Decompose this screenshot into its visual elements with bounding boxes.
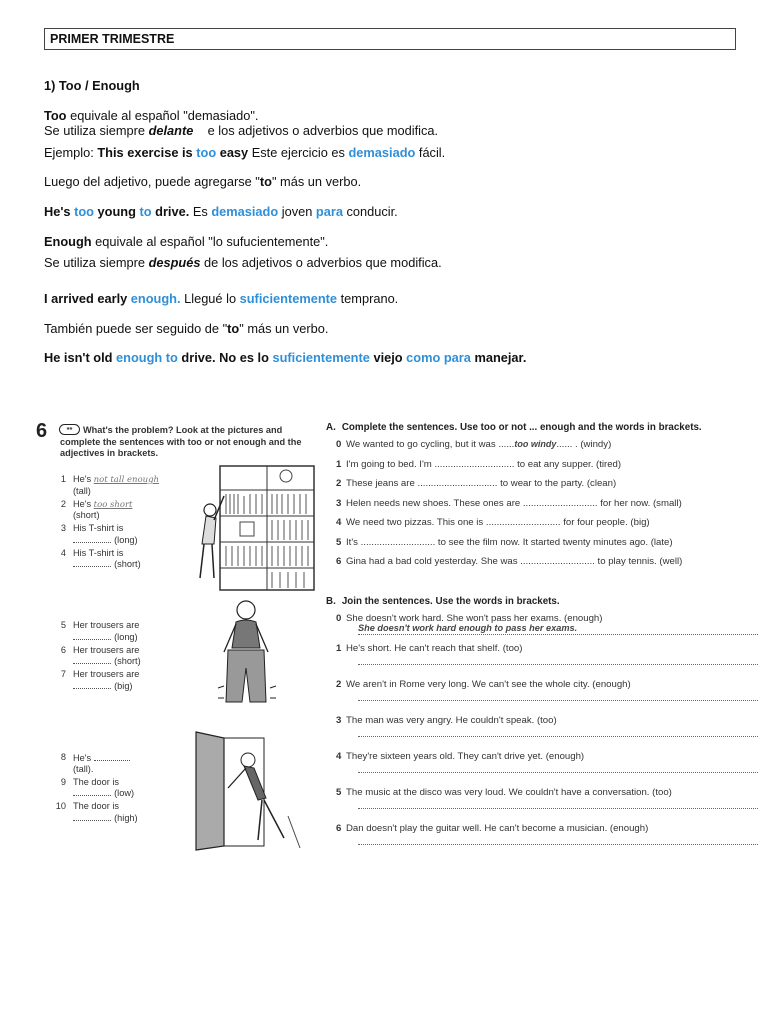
bookshelf-illustration (180, 464, 316, 596)
list-item: 6 Her trousers are . (short) (60, 644, 141, 666)
answer-line[interactable] (358, 834, 758, 845)
section-b-heading: B. Join the sentences. Use the words in brackets. (326, 596, 560, 607)
picture-items-group-3 (52, 752, 173, 826)
picture-items-group-1 (52, 474, 173, 572)
exercise-number: 6 (36, 420, 48, 442)
list-item: 3 The man was very angry. He couldn't speak. (too) (326, 715, 758, 737)
list-item: 5 It's ............................ to see the film now. It started twenty minutes ago. (late) (336, 536, 673, 548)
list-item: 2 We aren't in Rome very long. We can't see the whole city. (enough) (326, 679, 758, 701)
list-item: 9 The door is . (low) (60, 776, 135, 798)
list-item: 6 Dan doesn't play the guitar well. He can't become a musician. (enough) (326, 823, 758, 845)
too-example: Ejemplo: This exercise is too easy Este ejercicio es demasiado fácil. (44, 145, 446, 160)
list-item: 1 He's short. He can't reach that shelf. (too) (326, 643, 758, 665)
list-item: 4 His T-shirt is . (short) (60, 547, 141, 569)
page-title-box (44, 28, 736, 50)
section-a (326, 422, 758, 576)
list-item: 5 Her trousers are . (long) (60, 620, 140, 642)
enough-definition: Enough equivale al español "lo sufucientemente". (44, 234, 329, 249)
list-item: 3 Helen needs new shoes. These ones are ............................ for her now. (small) (336, 497, 682, 509)
list-item: 2 He's too short (short) (60, 498, 133, 520)
enough-example: I arrived early enough. Llegué lo suficientemente temprano. (44, 291, 399, 306)
section-title: 1) Too / Enough (44, 78, 140, 93)
too-to-example: He's too young to drive. Es demasiado joven para conducir. (44, 204, 398, 219)
list-item: 0 She doesn't work hard. She won't pass her exams. (enough) She doesn't work hard enough to pass her exams. (326, 613, 758, 635)
list-item: 4 They're sixteen years old. They can't drive yet. (enough) (326, 751, 758, 773)
answer-line[interactable] (358, 798, 758, 809)
door-illustration (184, 728, 314, 852)
list-item: 0 We wanted to go cycling, but it was ......too windy...... . (windy) (336, 439, 612, 450)
list-item: 1 I'm going to bed. I'm .............................. to eat any supper. (tired) (336, 458, 622, 470)
page-title: PRIMER TRIMESTRE (50, 32, 175, 46)
exercise-instruction: What's the problem? Look at the pictures and complete the sentences with too or not enough and the adjectives in brackets. (60, 425, 302, 458)
list-item: 10 The door is . (high) (55, 801, 138, 823)
picture-items-group-2 (52, 620, 173, 694)
list-item: 1 He's not tall enough (tall) (60, 474, 159, 496)
answer-line[interactable] (358, 690, 758, 701)
answer-line[interactable] (358, 654, 758, 665)
answer-line[interactable] (358, 726, 758, 737)
list-item: 4 We need two pizzas. This one is ............................ for four people. (big) (336, 517, 650, 528)
list-item: 7 Her trousers are . (big) (60, 669, 140, 691)
too-definition: Too equivale al español "demasiado". (44, 108, 259, 123)
too-to-verb-note: Luego del adjetivo, puede agregarse "to" más un verbo. (44, 174, 362, 189)
section-a-heading: A. Complete the sentences. Use too or not ... enough and the words in brackets. (326, 422, 702, 433)
enough-to-example: He isn't old enough to drive. No es lo suficientemente viejo como para manejar. (44, 350, 527, 365)
list-item: 8 He's (tall). (52, 752, 173, 774)
answer-line[interactable] (358, 762, 758, 773)
enough-to-verb-note: También puede ser seguido de "to" más un verbo. (44, 321, 329, 336)
list-item: 2 These jeans are .............................. to wear to the party. (clean) (336, 478, 617, 489)
too-usage: Se utiliza siempre delante e los adjetivos o adverbios que modifica. (44, 123, 439, 138)
answer-line: She doesn't work hard enough to pass her exams. (358, 624, 758, 635)
list-item: 6 Gina had a bad cold yesterday. She was ............................ to play tennis. (well) (336, 556, 683, 567)
list-item: 3 His T-shirt is . (long) (60, 523, 138, 545)
difficulty-badge: ** (59, 424, 80, 435)
enough-usage: Se utiliza siempre después de los adjetivos o adverbios que modifica. (44, 255, 442, 270)
list-item: 5 The music at the disco was very loud. We couldn't have a conversation. (too) (326, 787, 758, 809)
worksheet-image (34, 416, 760, 868)
trousers-illustration (200, 598, 290, 714)
section-b (326, 596, 758, 859)
